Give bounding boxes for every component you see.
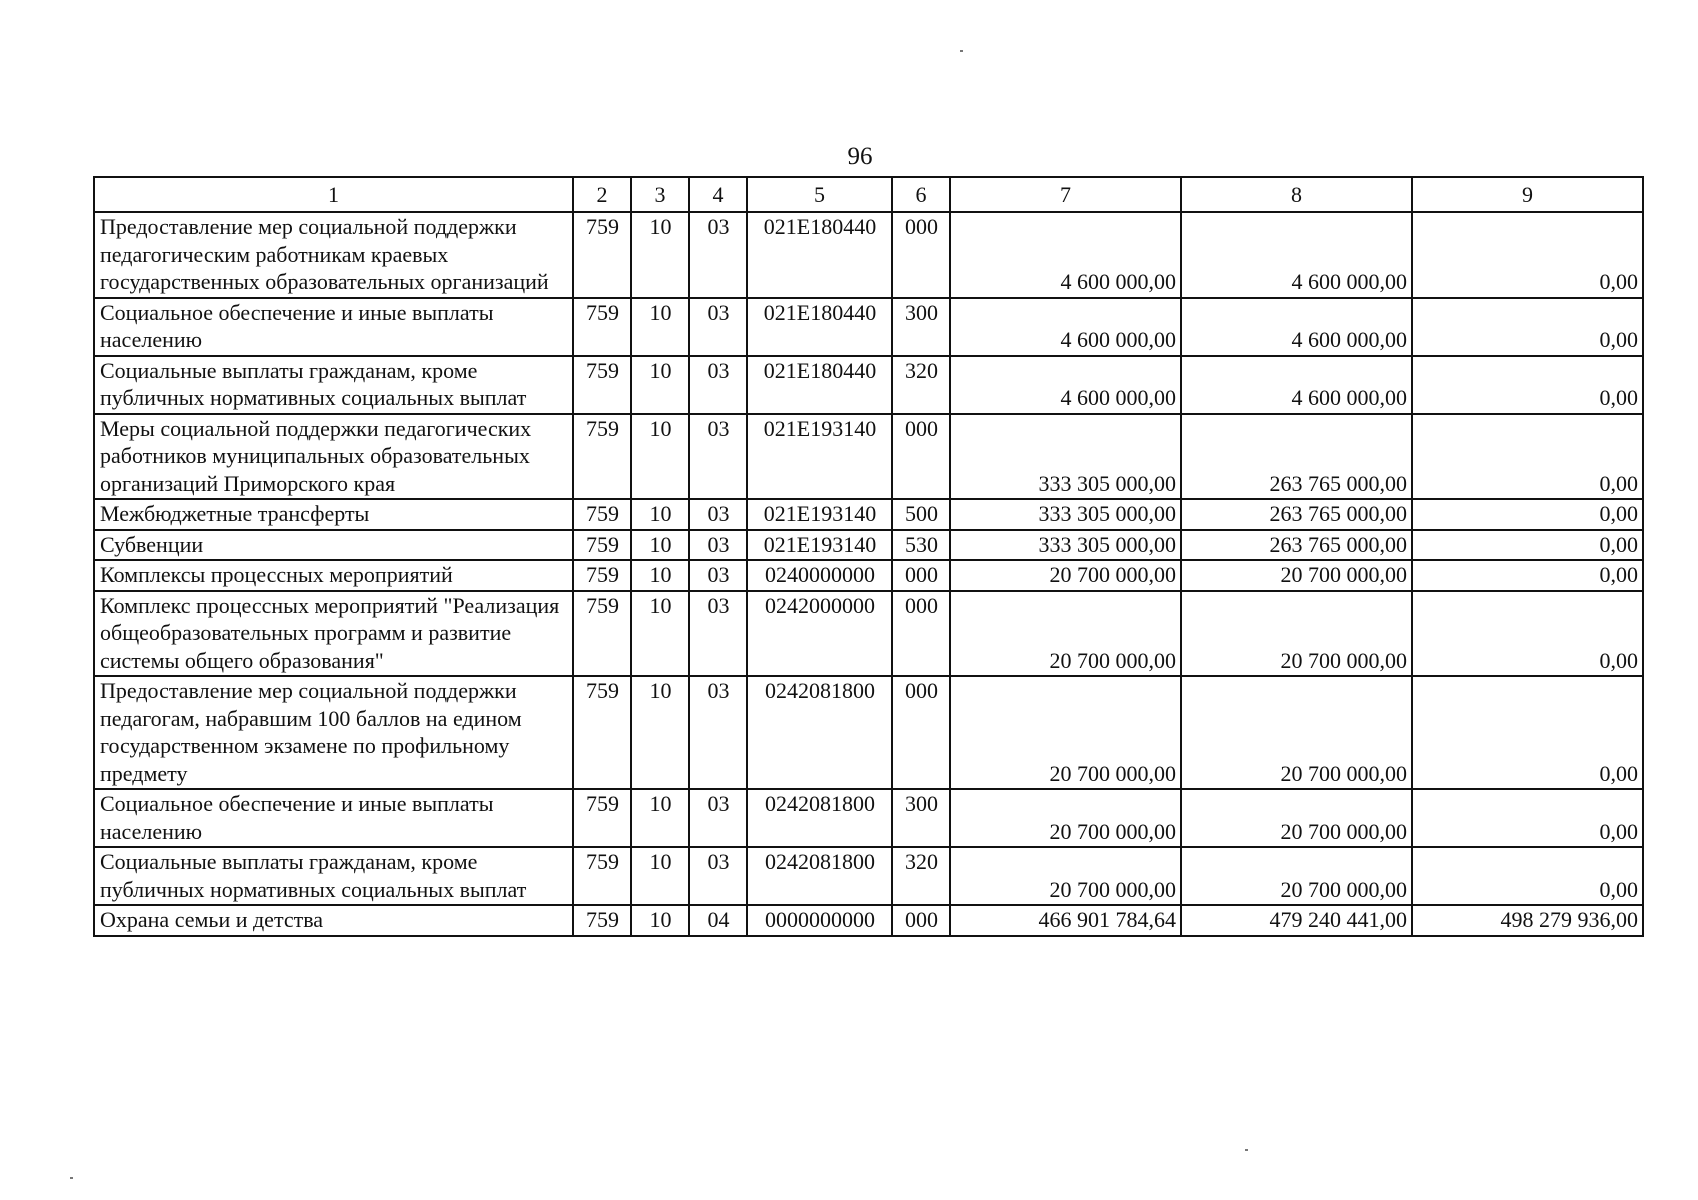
table-row bbox=[94, 414, 1643, 500]
cell-col3: 10 bbox=[631, 414, 689, 500]
cell-col3: 10 bbox=[631, 676, 689, 789]
row-name: Субвенции bbox=[94, 530, 573, 561]
cell-col5: 0000000000 bbox=[747, 905, 892, 936]
cell-col7: 4 600 000,00 bbox=[950, 212, 1181, 298]
cell-col5: 021Е180440 bbox=[747, 212, 892, 298]
table-row bbox=[94, 847, 1643, 905]
cell-col9: 0,00 bbox=[1412, 789, 1643, 847]
column-header: 5 bbox=[747, 177, 892, 212]
table-row bbox=[94, 905, 1643, 936]
cell-col6: 000 bbox=[892, 414, 950, 500]
cell-col3: 10 bbox=[631, 356, 689, 414]
cell-col5: 0242081800 bbox=[747, 789, 892, 847]
row-name: Социальное обеспечение и иные выплаты населению bbox=[94, 789, 573, 847]
scan-speck bbox=[960, 50, 963, 52]
page-number: 96 bbox=[847, 143, 873, 170]
column-header: 1 bbox=[94, 177, 573, 212]
cell-col7: 20 700 000,00 bbox=[950, 591, 1181, 677]
cell-col6: 300 bbox=[892, 789, 950, 847]
cell-col6: 300 bbox=[892, 298, 950, 356]
scan-speck bbox=[1245, 1149, 1248, 1151]
cell-col8: 479 240 441,00 bbox=[1181, 905, 1412, 936]
row-name: Межбюджетные трансферты bbox=[94, 499, 573, 530]
column-header: 4 bbox=[689, 177, 747, 212]
table-row bbox=[94, 591, 1643, 677]
cell-col6: 530 bbox=[892, 530, 950, 561]
cell-col8: 4 600 000,00 bbox=[1181, 212, 1412, 298]
cell-col4: 03 bbox=[689, 847, 747, 905]
cell-col4: 04 bbox=[689, 905, 747, 936]
column-header: 3 bbox=[631, 177, 689, 212]
cell-col4: 03 bbox=[689, 414, 747, 500]
header-row bbox=[94, 177, 1643, 212]
row-name: Комплексы процессных мероприятий bbox=[94, 560, 573, 591]
table-row bbox=[94, 560, 1643, 591]
cell-col3: 10 bbox=[631, 212, 689, 298]
cell-col6: 320 bbox=[892, 847, 950, 905]
cell-col6: 000 bbox=[892, 591, 950, 677]
cell-col3: 10 bbox=[631, 905, 689, 936]
cell-col4: 03 bbox=[689, 530, 747, 561]
cell-col9: 0,00 bbox=[1412, 356, 1643, 414]
table-row bbox=[94, 676, 1643, 789]
cell-col4: 03 bbox=[689, 789, 747, 847]
column-header: 2 bbox=[573, 177, 631, 212]
cell-col3: 10 bbox=[631, 847, 689, 905]
cell-col4: 03 bbox=[689, 676, 747, 789]
cell-col3: 10 bbox=[631, 560, 689, 591]
column-header: 6 bbox=[892, 177, 950, 212]
cell-col2: 759 bbox=[573, 560, 631, 591]
cell-col9: 0,00 bbox=[1412, 530, 1643, 561]
cell-col7: 333 305 000,00 bbox=[950, 414, 1181, 500]
cell-col3: 10 bbox=[631, 298, 689, 356]
cell-col3: 10 bbox=[631, 591, 689, 677]
cell-col7: 4 600 000,00 bbox=[950, 298, 1181, 356]
cell-col5: 021Е180440 bbox=[747, 356, 892, 414]
cell-col9: 0,00 bbox=[1412, 298, 1643, 356]
cell-col9: 0,00 bbox=[1412, 676, 1643, 789]
cell-col2: 759 bbox=[573, 499, 631, 530]
cell-col6: 000 bbox=[892, 676, 950, 789]
cell-col2: 759 bbox=[573, 789, 631, 847]
budget-table bbox=[93, 176, 1644, 937]
cell-col9: 0,00 bbox=[1412, 212, 1643, 298]
cell-col5: 021Е193140 bbox=[747, 530, 892, 561]
cell-col4: 03 bbox=[689, 212, 747, 298]
cell-col6: 000 bbox=[892, 560, 950, 591]
cell-col7: 333 305 000,00 bbox=[950, 530, 1181, 561]
cell-col7: 20 700 000,00 bbox=[950, 847, 1181, 905]
cell-col2: 759 bbox=[573, 847, 631, 905]
cell-col8: 20 700 000,00 bbox=[1181, 789, 1412, 847]
cell-col5: 0242081800 bbox=[747, 847, 892, 905]
table-row bbox=[94, 298, 1643, 356]
cell-col2: 759 bbox=[573, 212, 631, 298]
cell-col4: 03 bbox=[689, 356, 747, 414]
cell-col7: 20 700 000,00 bbox=[950, 676, 1181, 789]
cell-col4: 03 bbox=[689, 499, 747, 530]
row-name: Меры социальной поддержки педагогических работников муниципальных образовательных организаций Приморского края bbox=[94, 414, 573, 500]
cell-col9: 0,00 bbox=[1412, 414, 1643, 500]
cell-col3: 10 bbox=[631, 789, 689, 847]
table-row bbox=[94, 499, 1643, 530]
cell-col6: 320 bbox=[892, 356, 950, 414]
row-name: Комплекс процессных мероприятий "Реализация общеобразовательных программ и развитие системы общего образования" bbox=[94, 591, 573, 677]
cell-col5: 0240000000 bbox=[747, 560, 892, 591]
row-name: Социальные выплаты гражданам, кроме публичных нормативных социальных выплат bbox=[94, 847, 573, 905]
cell-col8: 263 765 000,00 bbox=[1181, 499, 1412, 530]
cell-col9: 0,00 bbox=[1412, 847, 1643, 905]
cell-col7: 4 600 000,00 bbox=[950, 356, 1181, 414]
cell-col4: 03 bbox=[689, 591, 747, 677]
cell-col6: 000 bbox=[892, 905, 950, 936]
row-name: Предоставление мер социальной поддержки педагогам, набравшим 100 баллов на едином государственном экзамене по профильному предмету bbox=[94, 676, 573, 789]
cell-col6: 500 bbox=[892, 499, 950, 530]
row-name: Охрана семьи и детства bbox=[94, 905, 573, 936]
cell-col8: 4 600 000,00 bbox=[1181, 298, 1412, 356]
cell-col4: 03 bbox=[689, 298, 747, 356]
cell-col8: 20 700 000,00 bbox=[1181, 676, 1412, 789]
cell-col9: 0,00 bbox=[1412, 591, 1643, 677]
cell-col2: 759 bbox=[573, 905, 631, 936]
cell-col8: 20 700 000,00 bbox=[1181, 560, 1412, 591]
cell-col8: 4 600 000,00 bbox=[1181, 356, 1412, 414]
column-header: 9 bbox=[1412, 177, 1643, 212]
cell-col8: 20 700 000,00 bbox=[1181, 591, 1412, 677]
cell-col7: 466 901 784,64 bbox=[950, 905, 1181, 936]
cell-col2: 759 bbox=[573, 414, 631, 500]
row-name: Социальные выплаты гражданам, кроме публичных нормативных социальных выплат bbox=[94, 356, 573, 414]
cell-col2: 759 bbox=[573, 530, 631, 561]
cell-col8: 263 765 000,00 bbox=[1181, 414, 1412, 500]
cell-col4: 03 bbox=[689, 560, 747, 591]
table-row bbox=[94, 212, 1643, 298]
table-row bbox=[94, 530, 1643, 561]
cell-col2: 759 bbox=[573, 298, 631, 356]
cell-col9: 0,00 bbox=[1412, 560, 1643, 591]
cell-col2: 759 bbox=[573, 356, 631, 414]
cell-col9: 0,00 bbox=[1412, 499, 1643, 530]
cell-col5: 021Е193140 bbox=[747, 414, 892, 500]
cell-col7: 20 700 000,00 bbox=[950, 789, 1181, 847]
scan-speck bbox=[70, 1177, 73, 1179]
cell-col5: 021Е193140 bbox=[747, 499, 892, 530]
cell-col8: 263 765 000,00 bbox=[1181, 530, 1412, 561]
table-row bbox=[94, 356, 1643, 414]
cell-col5: 0242081800 bbox=[747, 676, 892, 789]
cell-col9: 498 279 936,00 bbox=[1412, 905, 1643, 936]
cell-col3: 10 bbox=[631, 530, 689, 561]
cell-col7: 20 700 000,00 bbox=[950, 560, 1181, 591]
cell-col3: 10 bbox=[631, 499, 689, 530]
cell-col5: 0242000000 bbox=[747, 591, 892, 677]
cell-col8: 20 700 000,00 bbox=[1181, 847, 1412, 905]
row-name: Социальное обеспечение и иные выплаты населению bbox=[94, 298, 573, 356]
cell-col6: 000 bbox=[892, 212, 950, 298]
column-header: 8 bbox=[1181, 177, 1412, 212]
column-header: 7 bbox=[950, 177, 1181, 212]
cell-col2: 759 bbox=[573, 591, 631, 677]
row-name: Предоставление мер социальной поддержки педагогическим работникам краевых государственных образовательных организаций bbox=[94, 212, 573, 298]
table-row bbox=[94, 789, 1643, 847]
cell-col5: 021Е180440 bbox=[747, 298, 892, 356]
cell-col7: 333 305 000,00 bbox=[950, 499, 1181, 530]
cell-col2: 759 bbox=[573, 676, 631, 789]
